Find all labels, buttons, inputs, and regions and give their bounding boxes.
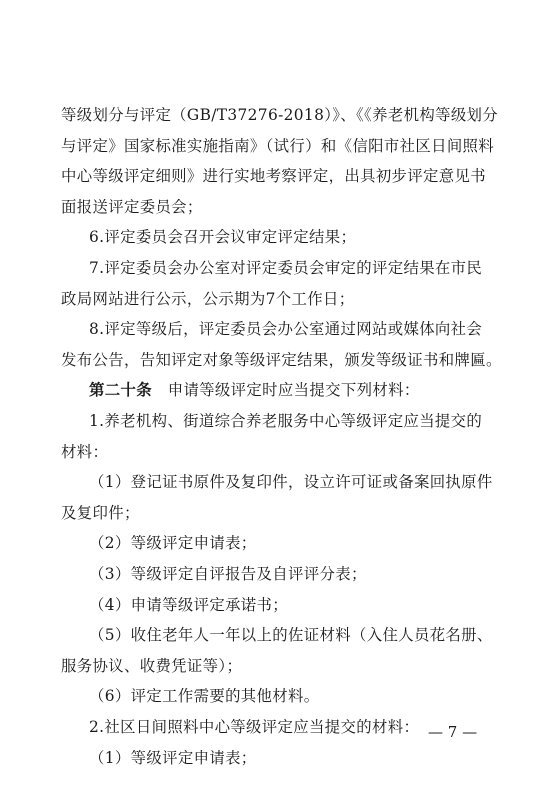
text-line: （3）等级评定自评报告及自评评分表； [89,565,367,583]
text-line: 8.评定等级后，评定委员会办公室通过网站或媒体向社会 [89,320,483,339]
text-line: （2）等级评定申请表； [89,534,257,553]
text-line: （4）申请等级评定承诺书； [89,595,289,614]
article-text: 申请等级评定时应当提交下列材料： [167,381,420,400]
text-line: 2.社区日间照料中心等级评定应当提交的材料： [89,718,420,736]
text-line: 材料： [61,442,109,461]
text-line: （1）等级评定申请表； [89,748,257,767]
text-line: 面报送评定委员会； [61,197,203,216]
text-line: 7.评定委员会办公室对评定委员会审定的评定结果在市民 [89,259,483,277]
text-line: 1.养老机构、街道综合养老服务中心等级评定应当提交的 [89,412,483,430]
page-number: — 7 — [428,723,478,741]
text-line: 及复印件； [61,503,140,522]
article-heading: 第二十条 [89,381,152,400]
text-line: （5）收住老年人一年以上的佐证材料（入住人员花名册、 [89,626,493,645]
article-line [89,380,420,400]
text-line: 与评定》国家标准实施指南》（试行）和《信阳市社区日间照料 [61,136,495,155]
text-line: 发布公告，告知评定对象等级评定结果，颁发等级证书和牌匾。 [61,350,502,369]
text-line: 等级划分与评定（GB/T37276-2018）》、《《养老机构等级划分 [61,106,499,124]
text-line: 服务协议、收费凭证等）； [61,656,243,675]
text-line: 6.评定委员会召开会议审定评定结果； [89,228,357,247]
text-line: 政局网站进行公示，公示期为7个工作日； [61,289,355,308]
text-line: （1）登记证书原件及复印件，设立许可证或备案回执原件 [89,473,493,492]
text-line: （6）评定工作需要的其他材料。 [89,687,320,706]
text-line: 中心等级评定细则》进行实地考察评定，出具初步评定意见书 [61,167,486,186]
